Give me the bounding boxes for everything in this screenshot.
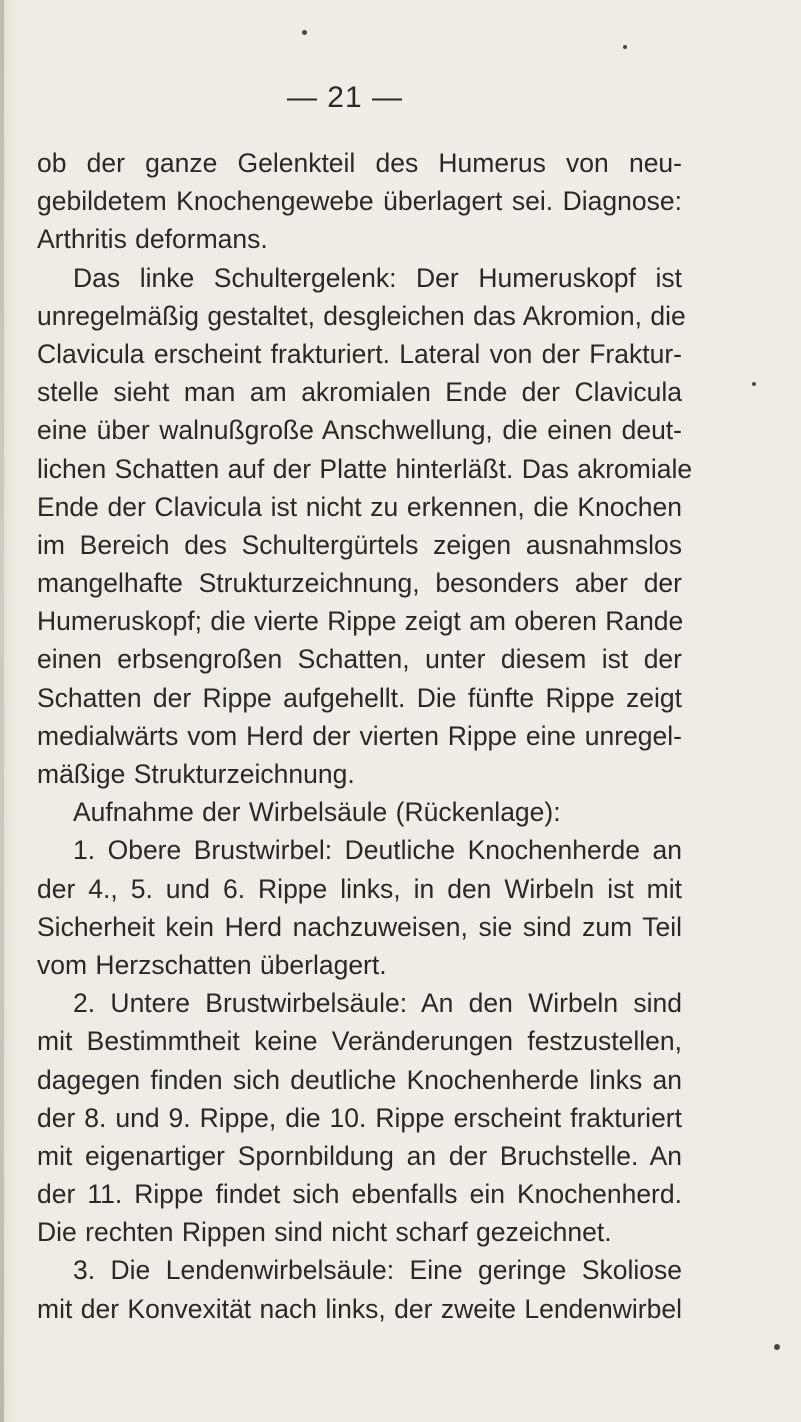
text-line: mit der Konvexität nach links, der zweite Lendenwirbel [37,1293,682,1324]
print-speck [774,1344,780,1350]
text-line: mit Bestimmtheit keine Veränderungen festzustellen, [37,1026,682,1057]
text-line: der 4., 5. und 6. Rippe links, in den Wirbeln ist mit [37,873,682,904]
text-line: Sicherheit kein Herd nachzuweisen, sie sind zum Teil [37,911,682,942]
page-number: — 21 — [286,81,404,114]
print-speck [302,30,307,35]
text-line: im Bereich des Schultergürtels zeigen ausnahmslos [37,529,682,560]
text-line: der 11. Rippe findet sich ebenfalls ein Knochenherd. [37,1179,682,1210]
text-line: 1. Obere Brustwirbel: Deutliche Knochenherde an [73,835,682,866]
text-line: lichen Schatten auf der Platte hinterläßt. Das akromiale [37,453,693,484]
text-line: Clavicula erscheint frakturiert. Lateral von der Fraktur- [37,338,682,369]
text-line: Schatten der Rippe aufgehellt. Die fünfte Rippe zeigt [37,682,682,713]
text-line: ob der ganze Gelenkteil des Humerus von neu- [37,148,682,178]
text-line: eine über walnußgroße Anschwellung, die einen deut- [37,415,682,446]
text-line: 2. Untere Brustwirbelsäule: An den Wirbeln sind [73,988,682,1019]
text-line: medialwärts vom Herd der vierten Rippe eine unregel- [37,720,682,751]
text-line: unregelmäßig gestaltet, desgleichen das Akromion, die [37,300,686,331]
body-text [37,144,693,1328]
print-speck [623,45,627,49]
text-line: stelle sieht man am akromialen Ende der Clavicula [37,377,682,408]
text-line: mangelhafte Strukturzeichnung, besonders aber der [37,568,682,599]
text-line: Humeruskopf; die vierte Rippe zeigt am oberen Rande [37,606,684,637]
text-line: Ende der Clavicula ist nicht zu erkennen, die Knochen [37,491,682,522]
print-speck [752,382,756,386]
text-line: mäßige Strukturzeichnung. [37,759,355,789]
text-line: dagegen finden sich deutliche Knochenherde links an [37,1064,682,1095]
text-line: mit eigenartiger Spornbildung an der Bruchstelle. An [37,1140,682,1171]
text-line: Aufnahme der Wirbelsäule (Rückenlage): [73,797,561,828]
text-line: einen erbsengroßen Schatten, unter diesem ist der [37,644,682,675]
text-line: Das linke Schultergelenk: Der Humeruskopf ist [73,262,682,293]
text-line: vom Herzschatten überlagert. [37,949,387,980]
text-line: Arthritis deformans. [37,224,268,255]
text-line: 3. Die Lendenwirbelsäule: Eine geringe Skoliose [73,1255,682,1286]
binding-edge [0,0,4,1422]
text-line: gebildetem Knochengewebe überlagert sei. Diagnose: [37,186,682,217]
text-line: Die rechten Rippen sind nicht scharf gezeichnet. [37,1217,612,1248]
text-line: der 8. und 9. Rippe, die 10. Rippe erscheint frakturiert [37,1102,682,1133]
